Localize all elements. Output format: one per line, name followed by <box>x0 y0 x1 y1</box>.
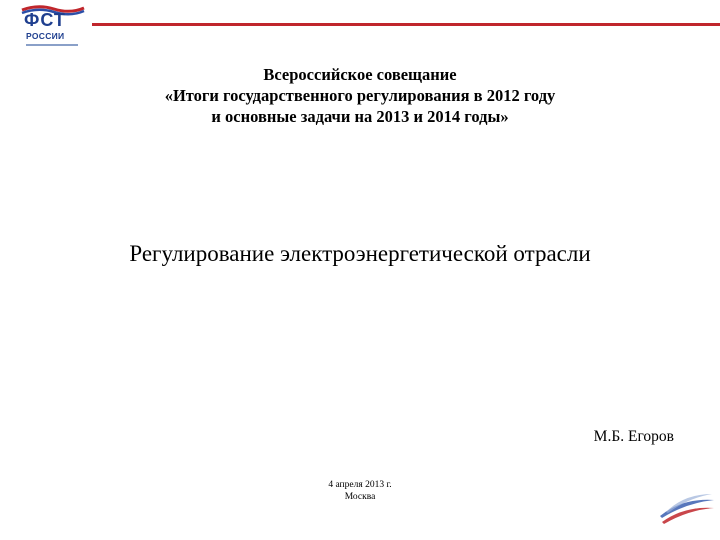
conference-title-line-3: и основные задачи на 2013 и 2014 годы» <box>211 107 509 126</box>
header-divider <box>92 23 720 26</box>
date-place <box>0 479 720 503</box>
conference-title-line-2: «Итоги государственного регулирования в 2012 году <box>164 86 556 105</box>
logo-subtext: РОССИИ <box>26 31 65 41</box>
fst-logo <box>16 0 90 56</box>
swoosh-logo-icon <box>658 492 716 526</box>
presentation-date: 4 апреля 2013 г. <box>328 480 392 490</box>
presentation-title: Регулирование электроэнергетической отрасли <box>129 241 591 266</box>
logo-underline <box>26 44 78 46</box>
logo-text: ФСТ <box>24 10 66 30</box>
presentation-place: Москва <box>344 492 376 502</box>
conference-title <box>0 64 720 127</box>
author-name: М.Б. Егоров <box>593 428 674 445</box>
conference-title-line-1: Всероссийское совещание <box>263 65 457 84</box>
